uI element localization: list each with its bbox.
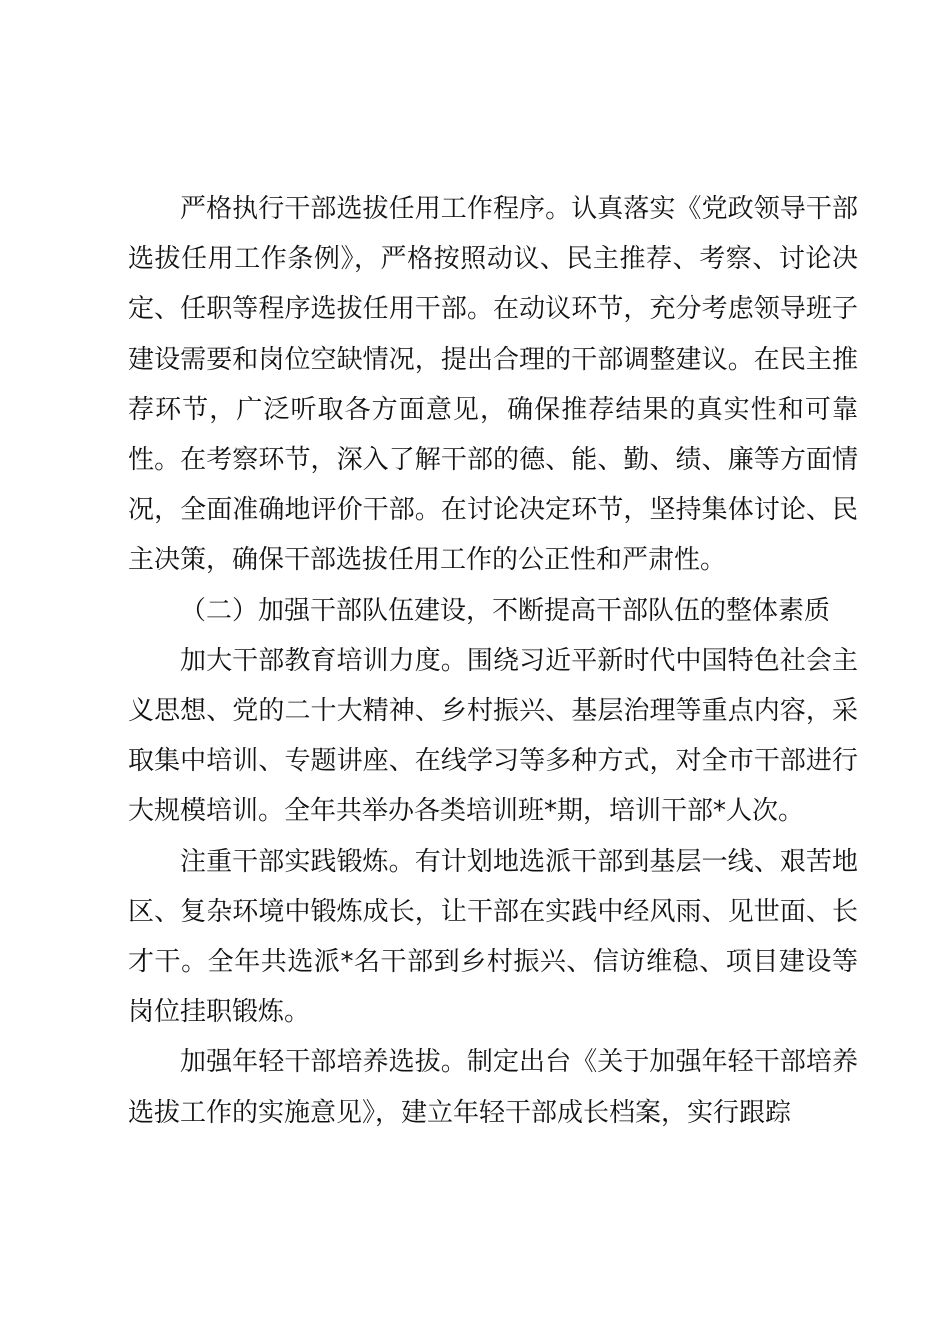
section-heading-2: （二）加强干部队伍建设，不断提高干部队伍的整体素质 [180,595,831,626]
paragraph-selection-procedure: 严格执行干部选拔任用工作程序。认真落实《党政领导干部选拔任用工作条例》，严格按照动议、民主推荐、考察、讨论决定、任职等程序选拔任用干部。在动议环节，充分考虑领导班子建设需要和岗位空缺情况，提出合理的干部调整建议。在民主推荐环节，广泛听取各方面意见，确保推荐结果的真实性和可靠性。在考察环节，深入了解干部的德、能、勤、绩、廉等方面情况，全面准确地评价干部。在讨论决定环节，坚持集体讨论、民主决策，确保干部选拔任用工作的公正性和严肃性。 [128,194,858,576]
paragraph-training: 加大干部教育培训力度。围绕习近平新时代中国特色社会主义思想、党的二十大精神、乡村振兴、基层治理等重点内容，采取集中培训、专题讲座、在线学习等多种方式，对全市干部进行大规模培训。全年共举办各类培训班*期，培训干部*人次。 [128,645,858,827]
paragraph-practice: 注重干部实践锻炼。有计划地选派干部到基层一线、艰苦地区、复杂环境中锻炼成长，让干部在实践中经风雨、见世面、长才干。全年共选派*名干部到乡村振兴、信访维稳、项目建设等岗位挂职锻炼。 [128,846,858,1028]
document-body [128,184,858,1138]
paragraph-young-cadres: 加强年轻干部培养选拔。制定出台《关于加强年轻干部培养选拔工作的实施意见》，建立年轻干部成长档案，实行跟踪 [128,1047,858,1128]
